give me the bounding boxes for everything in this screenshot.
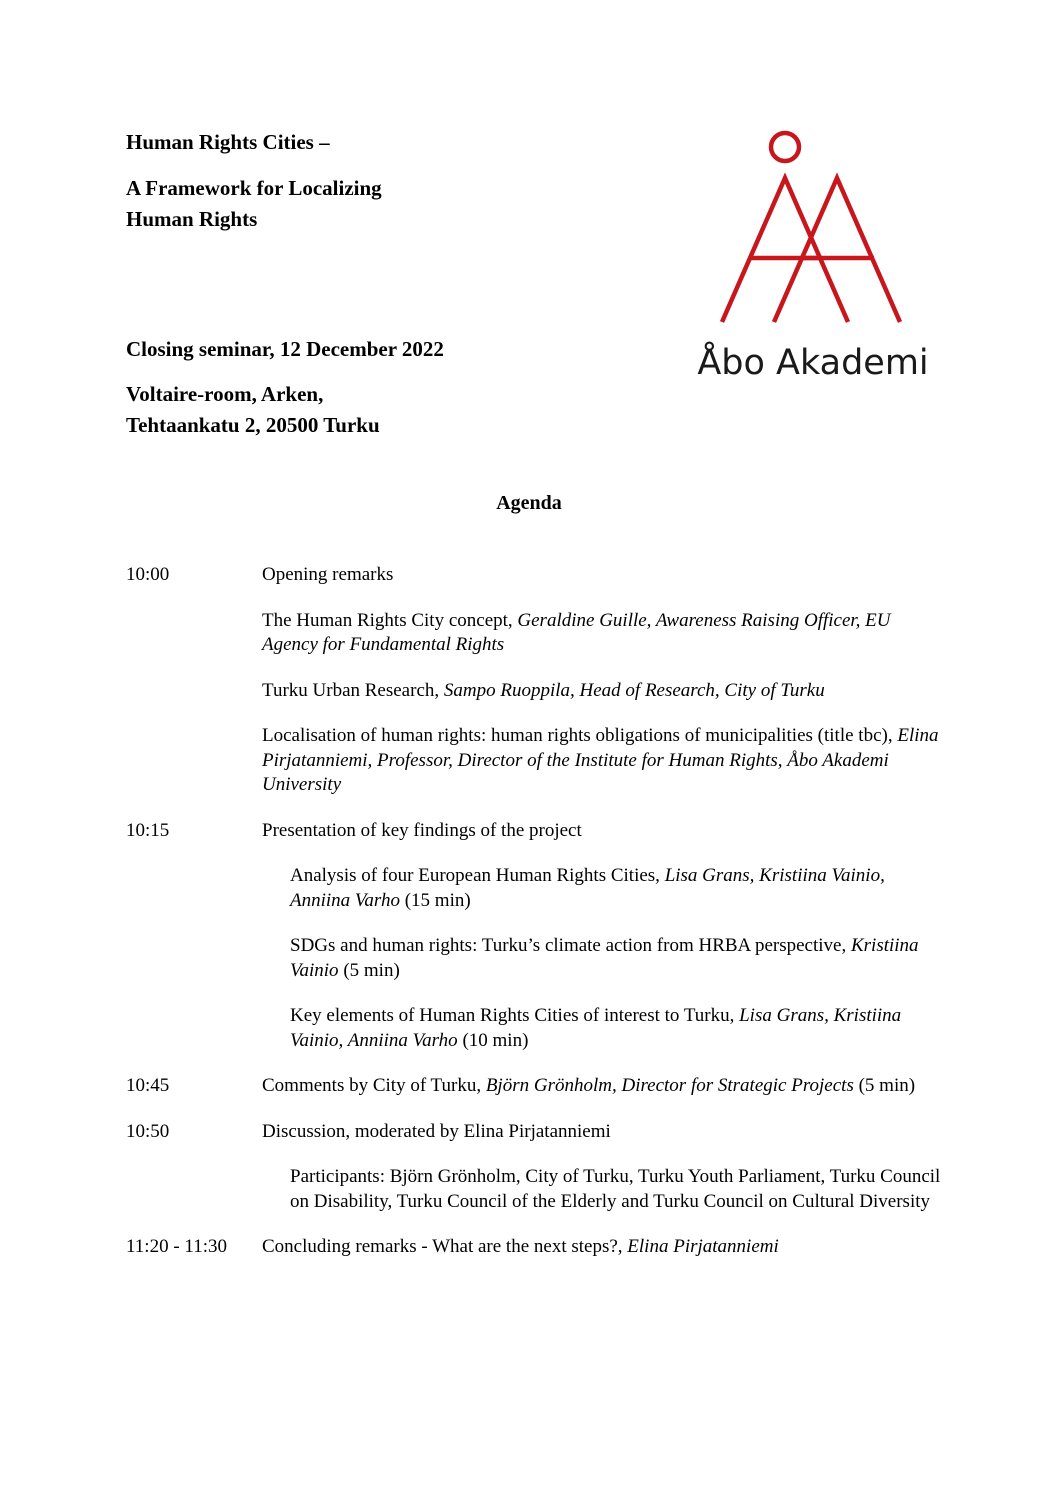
title-line-1: Human Rights Cities – (126, 130, 330, 154)
speaker-details: Kristiina Vainio (290, 935, 919, 981)
agenda-item-text (290, 864, 946, 913)
item-text: (10 min) (457, 1029, 529, 1051)
agenda-item-text (262, 1074, 946, 1099)
speaker-details: Elina Pirjatanniemi, Professor, Director of the Institute for Human Rights, Åbo Akademi University (262, 725, 939, 795)
agenda-time: 10:00 (126, 564, 170, 585)
item-text: Discussion, moderated by Elina Pirjatanniemi (262, 1120, 611, 1142)
agenda-item-text (262, 609, 946, 658)
logo-wordmark: Åbo Akademi (697, 343, 929, 383)
item-text: (5 min) (338, 959, 400, 981)
agenda-item-text (290, 934, 946, 983)
agenda-time: 11:20 - 11:30 (126, 1236, 227, 1257)
event-date-line: Closing seminar, 12 December 2022 (126, 337, 444, 361)
item-text: Key elements of Human Rights Cities of interest to Turku, (290, 1005, 740, 1026)
item-text: Opening remarks (262, 564, 394, 585)
agenda-row (126, 1120, 946, 1145)
agenda-row (126, 1004, 946, 1053)
agenda-item-text (262, 679, 946, 704)
abo-akademi-logo (688, 124, 938, 384)
agenda-heading: Agenda (496, 492, 562, 514)
speaker-details: Lisa Grans, Kristiina Vainio, Anniina Varho (290, 865, 885, 911)
agenda-list (126, 563, 946, 1260)
agenda-row (126, 724, 946, 798)
item-text: Participants: Björn Grönholm, City of Turku, Turku Youth Parliament, Turku Council on Disability, Turku Council of the Elderly and Turku Council on Cultural Diversity (290, 1166, 941, 1212)
speaker-details: Geraldine Guille, Awareness Raising Officer, EU Agency for Fundamental Rights (262, 609, 891, 655)
item-text: Turku Urban Research, (262, 679, 444, 701)
speaker-details: Lisa Grans, Kristiina Vainio, Anniina Varho (290, 1005, 902, 1051)
speaker-details: Björn Grönholm, Director for Strategic Projects (485, 1075, 854, 1096)
agenda-row (126, 679, 946, 704)
item-text: (5 min) (853, 1075, 916, 1096)
item-text: Localisation of human rights: human rights obligations of municipalities (title tbc), (262, 725, 898, 746)
item-text: Comments by City of Turku, (262, 1075, 486, 1096)
agenda-time: 10:15 (126, 819, 170, 841)
agenda-item-text (290, 1004, 946, 1053)
speaker-details: Elina Pirjatanniemi (627, 1236, 779, 1257)
agenda-row (126, 563, 946, 588)
agenda-time: 10:45 (126, 1075, 170, 1096)
agenda-row (126, 864, 946, 913)
item-text: (15 min) (399, 889, 471, 911)
speaker-details: Sampo Ruoppila, Head of Research, City of Turku (443, 679, 825, 701)
agenda-time: 10:50 (126, 1120, 170, 1142)
item-text: Analysis of four European Human Rights Cities, (290, 865, 665, 886)
title-line-3: Human Rights (126, 207, 258, 231)
agenda-item-text (262, 1120, 946, 1145)
agenda-row (126, 609, 946, 658)
agenda-row (126, 1235, 946, 1260)
item-text: Presentation of key findings of the project (262, 819, 582, 841)
agenda-row (126, 819, 946, 844)
agenda-row (126, 934, 946, 983)
venue-line-2: Tehtaankatu 2, 20500 Turku (126, 413, 380, 437)
agenda-item-text (262, 819, 946, 844)
item-text: The Human Rights City concept, (262, 609, 518, 631)
item-text: SDGs and human rights: Turku’s climate action from HRBA perspective, (290, 935, 851, 956)
agenda-item-text (290, 1165, 946, 1214)
agenda-row (126, 1165, 946, 1214)
item-text: Concluding remarks - What are the next steps?, (262, 1236, 628, 1257)
agenda-row (126, 1074, 946, 1099)
agenda-item-text (262, 724, 946, 798)
title-line-2: A Framework for Localizing (126, 176, 382, 200)
agenda-item-text (262, 563, 946, 588)
agenda-item-text (262, 1235, 946, 1260)
venue-line-1: Voltaire-room, Arken, (126, 382, 324, 406)
